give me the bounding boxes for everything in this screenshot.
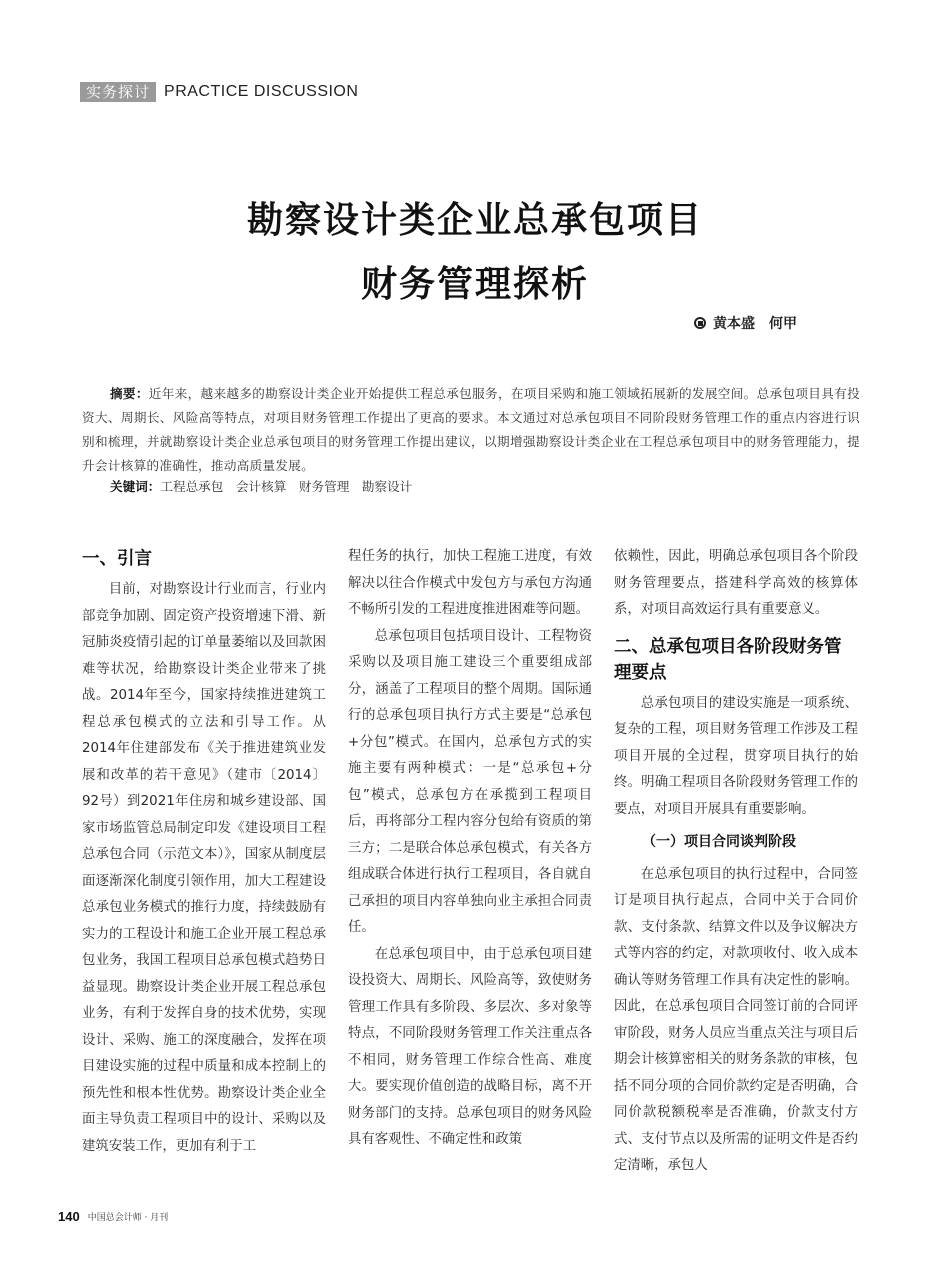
abstract-label: 摘要： — [110, 386, 149, 401]
keywords-label: 关键词： — [110, 479, 161, 494]
paragraph: 程任务的执行，加快工程施工进度，有效解决以往合作模式中发包方与承包方沟通不畅所引发的工程进度推进困难等问题。 — [348, 549, 592, 617]
heading-section-2: 二、总承包项目各阶段财务管理要点 — [614, 636, 842, 683]
body-column-2 — [348, 544, 592, 1154]
paragraph: 在总承包项目中，由于总承包项目建设投资大、周期长、风险高等，致使财务管理工作具有多阶段、多层次、多对象等特点，不同阶段财务管理工作关注重点各不相同，财务管理工作综合性高、难度大。要实现价值创造的战略目标，离不开财务部门的支持。总承包项目的财务风险具有客观性、不确定性和政策 — [348, 946, 592, 1147]
paragraph: 依赖性，因此，明确总承包项目各个阶段财务管理要点，搭建科学高效的核算体系，对项目高效运行具有重要意义。 — [614, 549, 858, 617]
paragraph: 在总承包项目的执行过程中，合同签订是项目执行起点，合同中关于合同价款、支付条款、结算文件以及争议解决方式等内容的约定，对款项收付、收入成本确认等财务管理工作具有决定性的影响。因此，在总承包项目合同签订前的合同评审阶段，财务人员应当重点关注与项目后期会计核算密相关的财务条款的审核，包括不同分项的合同价款约定是否明确，合同价款税额税率是否准确，价款支付方式、支付节点以及所需的证明文件是否约定清晰，承包人 — [614, 866, 858, 1173]
author-block — [694, 313, 797, 333]
paragraph: 总承包项目包括项目设计、工程物资采购以及项目施工建设三个重要组成部分，涵盖了工程项目的整个周期。国际通行的总承包项目执行方式主要是“总承包+分包”模式。在国内，总承包方式的实施主要有两种模式：一是“总承包+分包”模式，总承包方在承揽到工程项目后，再将部分工程内容分包给有资质的第三方；二是联合体总承包模式，有关各方组成联合体进行执行工程项目，各自就自己承担的项目内容单独向业主承担合同责任。 — [348, 628, 592, 935]
paragraph: 目前，对勘察设计行业而言，行业内部竞争加剧、固定资产投资增速下滑、新冠肺炎疫情引起的订单量萎缩以及回款困难等状况，给勘察设计类企业带来了挑战。2014年至今，国家持续推进建筑工程总承包模式的立法和引导工作。从2014年住建部发布《关于推进建筑业发展和改革的若干意见》（建市〔2014〕92号）到2021年住房和城乡建设部、国家市场监管总局制定印发《建设项目工程总承包合同（示范文本）》，国家从制度层面逐渐深化制度引领作用，加大工程建设总承包业务模式的推行力度，持续鼓励有实力的工程设计和施工企业开展工程总承包业务，我国工程项目总承包模式趋势日益显现。勘察设计类企业开展工程总承包业务，有利于发挥自身的技术优势，实现设计、采购、施工的深度融合，发挥在项目建设实施的过程中质量和成本控制上的预先性和根本性优势。勘察设计类企业全面主导负责工程项目中的设计、采购以及建筑安装工作，更加有利于工 — [82, 582, 326, 1154]
page-footer — [58, 1209, 168, 1224]
keywords-text: 工程总承包 会计核算 财务管理 勘察设计 — [160, 479, 413, 494]
abstract — [82, 382, 860, 478]
section-header — [80, 82, 358, 102]
heading-introduction: 一、引言 — [82, 549, 152, 569]
journal-name: 中国总会计师 · 月刊 — [87, 1213, 169, 1223]
article-title-line1: 勘察设计类企业总承包项目 — [246, 200, 703, 241]
article-title-line2: 财务管理探析 — [360, 264, 589, 305]
paragraph: 总承包项目的建设实施是一项系统、复杂的工程，项目财务管理工作涉及工程项目开展的全过程，贯穿项目执行的始终。明确工程项目各阶段财务管理工作的要点，对项目开展具有重要影响。 — [614, 695, 858, 817]
abstract-text: 近年来，越来越多的勘察设计类企业开始提供工程总承包服务，在项目采购和施工领域拓展新的发展空间。总承包项目具有投资大、周期长、风险高等特点，对项目财务管理工作提出了更高的要求。本文通过对总承包项目不同阶段财务管理工作的重点内容进行识别和梳理，并就勘察设计类企业总承包项目的财务管理工作提出建议，以期增强勘察设计类企业在工程总承包项目中的财务管理能力，提升会计核算的准确性，推动高质量发展。 — [82, 386, 860, 473]
author-names: 黄本盛 何甲 — [713, 316, 797, 332]
section-tag-en: PRACTICE DISCUSSION — [164, 83, 359, 100]
subheading-contract-stage: （一）项目合同谈判阶段 — [642, 834, 796, 850]
body-column-3 — [614, 544, 858, 1180]
section-tag-cn: 实务探讨 — [80, 82, 156, 102]
page-number: 140 — [58, 1209, 80, 1224]
keywords — [82, 475, 860, 499]
author-icon — [694, 317, 706, 329]
body-column-1 — [82, 544, 326, 1160]
